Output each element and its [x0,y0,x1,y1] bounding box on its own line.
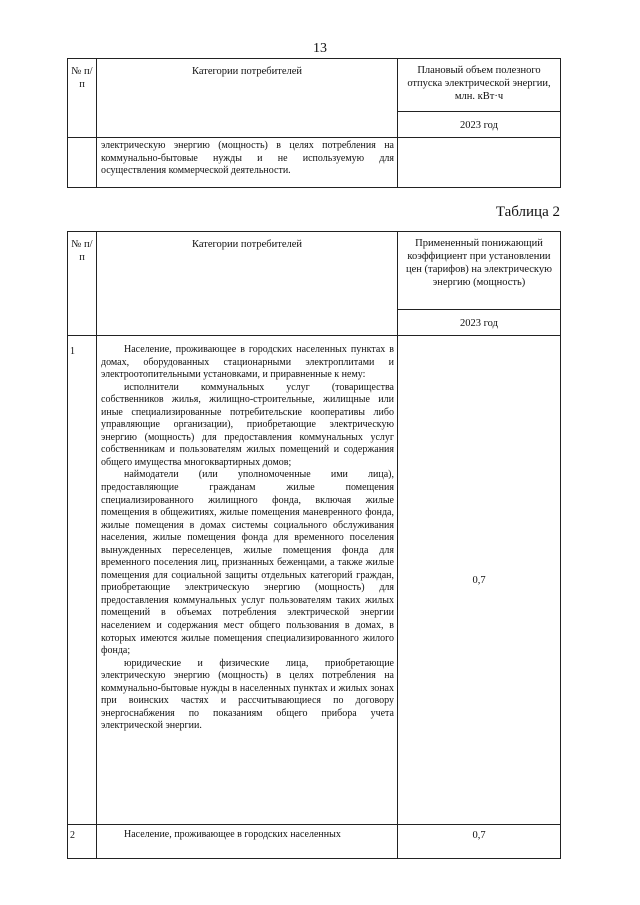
category-paragraph: Население, проживающее в городских населенных [124,829,341,840]
category-paragraph: юридические и физические лица, приобретающие электрическую энергию (мощность) в целях потребления на коммунально-бытовые нужды в населенных пунктах и жилых зонах при воинских частях и рассчитывающиеся по договору энергоснабжения по показаниям общего прибора учета электрической энергии. [101,657,394,732]
row-number-cell [68,138,97,188]
row-number: 2 [68,825,97,859]
reduction-coefficient-table [67,231,561,859]
category-paragraph: наймодатели (или уполномоченные ими лица), предоставляющие гражданам жилые помещения специализированного жилищного фонда, включая жилые помещения в общежитиях, жилые помещения маневренного фонда, жилые помещения в домах системы социального обслуживания населения, жилые помещения фонда для временного поселения вынужденных переселенцев, жилые помещения фонда для временного поселения лиц, признанных беженцами, а также жилые помещения для социальной защиты отдельных категорий граждан, приобретающие электрическую энергию (мощность) для предоставления коммунальных услуг пользователям таких жилых помещений в объемах потребления электрической энергии населением и содержания мест общего пользования в домах, в которых имеются жилые помещения специализированного жилого фонда; [101,469,394,657]
header-planned-volume: Плановый объем полезного отпуска электрической энергии, млн. кВт·ч [398,59,561,112]
header-year: 2023 год [398,112,561,138]
header-year: 2023 год [398,310,561,336]
header-number: № п/п [68,59,97,138]
coefficient-value: 0,7 [398,825,561,859]
table-caption: Таблица 2 [495,204,560,220]
header-category: Категории потребителей [97,59,398,138]
header-reduction-coefficient: Примененный понижающий коэффициент при установлении цен (тарифов) на электрическую энергию (мощность) [398,232,561,310]
value-cell [398,138,561,188]
row-number: 1 [68,336,97,825]
category-continuation-text: электрическую энергию (мощность) в целях потребления на коммунально-бытовые нужды и не используемую для осуществления коммерческой деятельности. [97,138,398,188]
page-number: 13 [313,41,327,56]
category-paragraph: исполнители коммунальных услуг (товарищества собственников жилья, жилищно-строительные, жилищные или иные специализированные потребительские кооперативы либо управляющие организации), приобретающие электрическую энергию (мощность) для предоставления коммунальных услуг собственникам и пользователям жилых помещений и содержания общего имущества многоквартирных домов; [101,381,394,468]
category-description [97,336,398,825]
consumption-volume-table [67,58,561,188]
header-category: Категории потребителей [97,232,398,336]
header-number: № п/п [68,232,97,336]
coefficient-value: 0,7 [398,336,561,825]
category-paragraph: Население, проживающее в городских населенных пунктах в домах, оборудованных стационарными электроплитами и электроотопительными установками, и приравненные к нему: [101,344,394,381]
category-description [97,825,398,859]
